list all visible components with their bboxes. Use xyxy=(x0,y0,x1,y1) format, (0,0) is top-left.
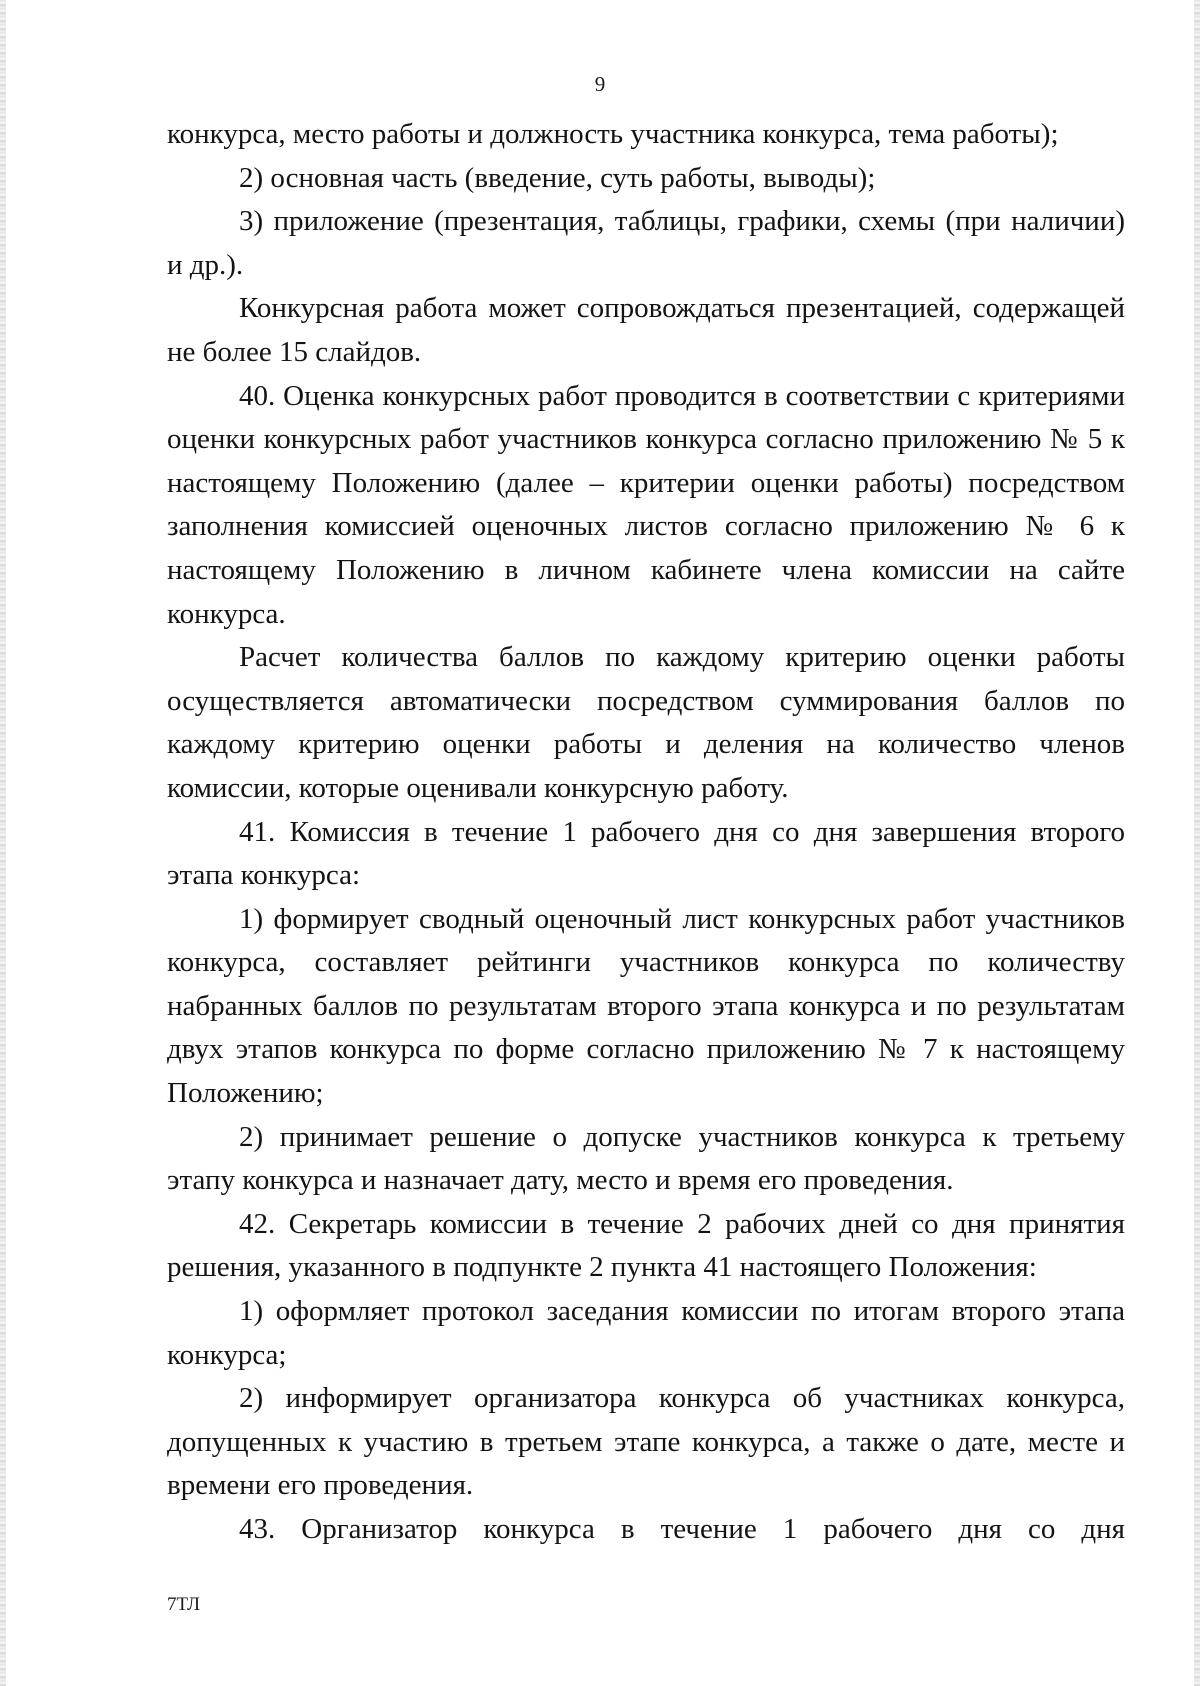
paragraph-item-main-part: 2) основная часть (введение, суть работы, выводы); xyxy=(239,161,876,194)
paragraph-item-appendix: 3) приложение (презентация, таблицы, графики, схемы (при наличии) и др.). xyxy=(167,205,1125,281)
paragraph-clause-42-item-1: 1) оформляет протокол заседания комиссии по итогам второго этапа конкурса; xyxy=(167,1295,1125,1371)
paragraph-clause-41: 41. Комиссия в течение 1 рабочего дня со дня завершения второго этапа конкурса: xyxy=(167,815,1125,892)
paragraph-score-calculation: Расчет количества баллов по каждому критерию оценки работы осуществляется автоматически посредством суммирования баллов по каждому критерию оценки работы и деления на количество членов комиссии, которые оценивали конкурсную работу. xyxy=(167,641,1125,804)
paragraph-clause-41-item-2: 2) принимает решение о допуске участников конкурса к третьему этапу конкурса и назначает дату, место и время его проведения. xyxy=(167,1120,1125,1197)
scan-edge-left xyxy=(0,0,6,1686)
paragraph-clause-40: 40. Оценка конкурсных работ проводится в соответствии с критериями оценки конкурсных работ участников конкурса согласно приложению № 5 к настоящему Положению (далее – критерии оценки работы) посредством заполнения комиссией оценочных листов согласно приложению № 6 к настоящему Положению в личном кабинете члена комиссии на сайте конкурса. xyxy=(167,379,1125,630)
paragraph-clause-43: 43. Организатор конкурса в течение 1 рабочего дня со дня xyxy=(239,1513,1125,1545)
footer-code: 7ТЛ xyxy=(167,1594,201,1615)
page-number: 9 xyxy=(594,72,606,96)
scan-edge-right xyxy=(1194,0,1200,1686)
paragraph-clause-42-item-2: 2) информирует организатора конкурса об участниках конкурса, допущенных к участию в третьем этапе конкурса, а также о дате, месте и времени его проведения. xyxy=(167,1382,1125,1502)
paragraph-clause-41-item-1: 1) формирует сводный оценочный лист конкурсных работ участников конкурса, составляет рейтинги участников конкурса по количеству набранных баллов по результатам второго этапа конкурса и по результатам двух этапов конкурса по форме согласно приложению № 7 к настоящему Положению; xyxy=(167,902,1125,1110)
paragraph-continuation: конкурса, место работы и должность участника конкурса, тема работы); xyxy=(167,118,1059,150)
document-body xyxy=(167,113,1125,1552)
paragraph-clause-42: 42. Секретарь комиссии в течение 2 рабочих дней со дня принятия решения, указанного в подпункте 2 пункта 41 настоящего Положения: xyxy=(167,1207,1125,1284)
paragraph-presentation-note: Конкурсная работа может сопровождаться презентацией, содержащей не более 15 слайдов. xyxy=(167,292,1125,368)
